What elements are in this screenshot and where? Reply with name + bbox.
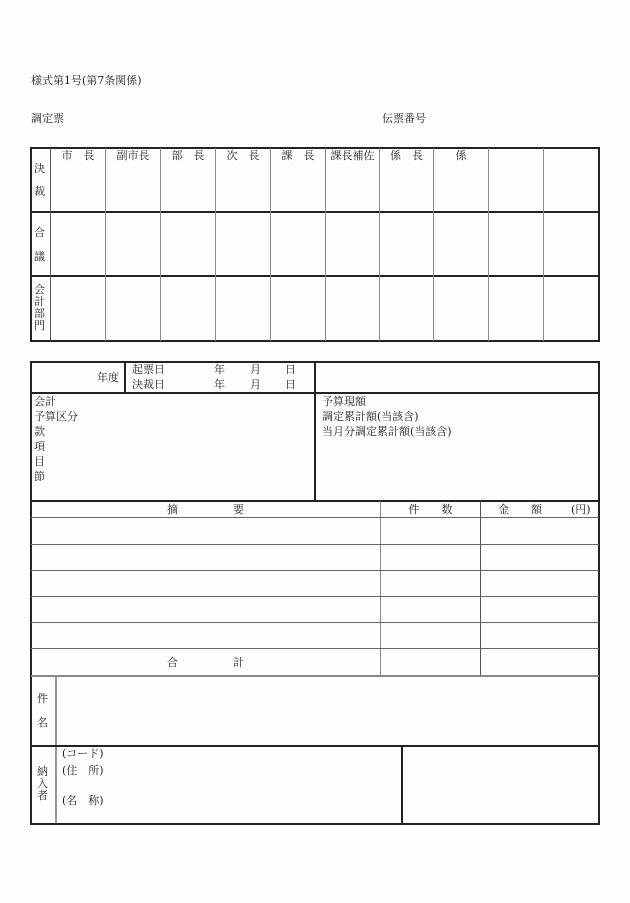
divider: [31, 544, 599, 545]
divider: [31, 275, 599, 277]
account-field-kan: 款: [34, 425, 45, 438]
payer-label-1: 納: [37, 765, 48, 778]
row-label-kaikei-2: 計: [34, 295, 45, 308]
col-mayor: 市 長: [61, 149, 95, 162]
divider: [314, 362, 316, 501]
divider: [160, 148, 161, 341]
row-label-gogi-1: 合: [34, 226, 45, 239]
issue-date-label: 起票日: [132, 363, 165, 376]
divider: [31, 517, 599, 518]
account-field-setsu: 節: [34, 470, 45, 483]
subject-label-2: 名: [37, 716, 48, 729]
divider: [105, 148, 106, 341]
row-label-kessai-1: 決: [34, 162, 45, 175]
decision-day-unit: 日: [285, 378, 296, 391]
divider: [401, 746, 403, 824]
payer-stamp-area: [404, 748, 598, 822]
divider: [31, 745, 599, 747]
payer-name-label: (名 称): [62, 794, 104, 807]
row-label-kessai-2: 裁: [34, 185, 45, 198]
col-director: 部 長: [171, 149, 205, 162]
divider: [215, 148, 216, 341]
row-label-gogi-2: 議: [34, 250, 45, 263]
divider: [325, 148, 326, 341]
divider: [31, 500, 599, 502]
account-field-kou: 項: [34, 440, 45, 453]
budget-field-cumulative: 調定累計額(当該含): [322, 410, 419, 423]
divider: [379, 148, 380, 341]
divider: [31, 570, 599, 571]
form-number: 様式第1号(第7条関係): [31, 74, 142, 87]
payer-label-2: 入: [37, 777, 48, 790]
header-count: 件 数: [408, 503, 453, 516]
budget-field-current: 予算現額: [322, 395, 366, 408]
payer-label-3: 者: [37, 789, 48, 802]
row-label-kaikei-4: 門: [34, 319, 45, 332]
divider: [55, 677, 57, 823]
col-assistant-section-chief: 課長補佐: [330, 149, 375, 162]
col-deputy-director: 次 長: [226, 149, 260, 162]
header-amount-unit: (円): [571, 503, 591, 516]
divider: [543, 148, 544, 341]
decision-date-label: 決裁日: [132, 378, 165, 391]
decision-year-unit: 年: [214, 378, 225, 391]
decision-month-unit: 月: [250, 378, 261, 391]
row-label-kaikei-1: 会: [34, 283, 45, 296]
issue-month-unit: 月: [250, 363, 261, 376]
issue-day-unit: 日: [285, 363, 296, 376]
col-section-chief: 課 長: [281, 149, 315, 162]
divider: [124, 362, 126, 393]
divider: [50, 148, 51, 341]
account-field-budget-category: 予算区分: [34, 410, 78, 423]
col-subsection-chief: 係 長: [390, 149, 423, 162]
divider: [270, 148, 271, 341]
divider: [31, 392, 599, 394]
approval-table-border: [30, 147, 600, 342]
document-title: 調定票: [31, 112, 64, 125]
divider: [31, 211, 599, 213]
header-amount: 金 額: [498, 503, 542, 516]
col-deputy-mayor: 副市長: [116, 149, 150, 162]
divider: [433, 148, 434, 341]
col-staff: 係: [455, 149, 467, 162]
header-summary: 摘 要: [167, 503, 244, 516]
account-field-accounting: 会計: [34, 395, 56, 408]
divider: [488, 148, 489, 341]
issue-year-unit: 年: [214, 363, 225, 376]
divider: [480, 501, 481, 676]
row-label-kaikei-3: 部: [34, 307, 45, 320]
divider: [31, 648, 599, 649]
subject-field[interactable]: [58, 678, 598, 744]
divider: [31, 675, 599, 677]
budget-field-monthly-cumulative: 当月分調定累計額(当該含): [322, 425, 452, 438]
divider: [31, 622, 599, 623]
divider: [380, 501, 381, 676]
payer-address-label: (住 所): [62, 764, 104, 777]
subject-label-1: 件: [37, 692, 48, 705]
divider: [31, 596, 599, 597]
fiscal-year-label: 年度: [97, 371, 119, 384]
total-label: 合 計: [167, 656, 244, 669]
payer-code-label: (コード): [62, 747, 104, 760]
slip-number-label: 伝票番号: [382, 112, 426, 125]
account-field-moku: 目: [34, 455, 45, 468]
